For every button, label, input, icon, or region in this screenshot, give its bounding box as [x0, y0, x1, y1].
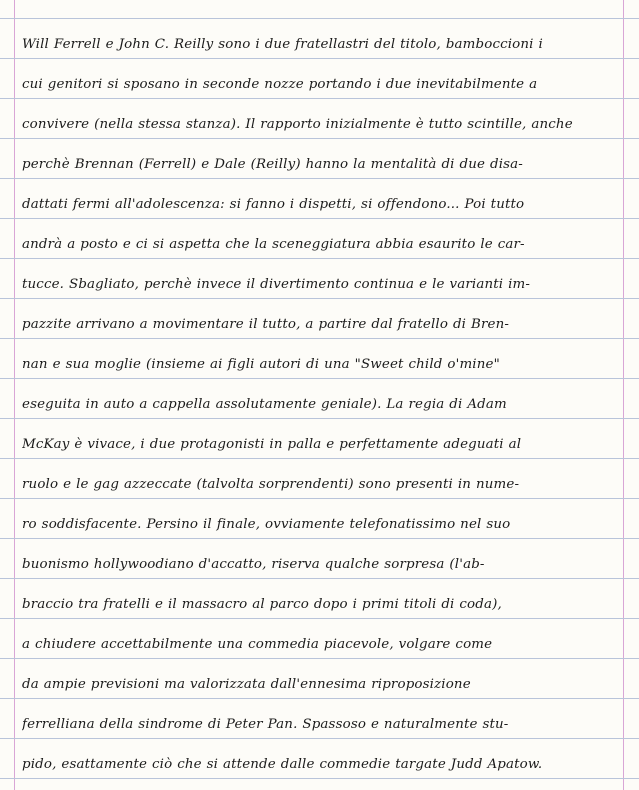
- handwritten-line: ruolo e le gag azzeccate (talvolta sorprendenti) sono presenti in nume-: [22, 477, 520, 492]
- handwritten-line: perchè Brennan (Ferrell) e Dale (Reilly) hanno la mentalità di due disa-: [22, 157, 523, 172]
- handwritten-line: nan e sua moglie (insieme ai figli autori di una "Sweet child o'mine": [22, 357, 500, 372]
- ruled-line: [0, 18, 639, 19]
- handwritten-line: tucce. Sbagliato, perchè invece il divertimento continua e le varianti im-: [22, 277, 531, 292]
- handwritten-line: andrà a posto e ci si aspetta che la sceneggiatura abbia esaurito le car-: [22, 237, 525, 252]
- handwritten-line: McKay è vivace, i due protagonisti in palla e perfettamente adeguati al: [22, 437, 522, 452]
- handwritten-line: da ampie previsioni ma valorizzata dall'ennesima riproposizione: [22, 677, 471, 692]
- handwritten-line: a chiudere accettabilmente una commedia piacevole, volgare come: [22, 637, 493, 652]
- handwritten-line: ro soddisfacente. Persino il finale, ovviamente telefonatissimo nel suo: [22, 517, 511, 532]
- handwritten-line: pazzite arrivano a movimentare il tutto, a partire dal fratello di Bren-: [22, 317, 510, 332]
- right-margin-line: [623, 0, 624, 790]
- handwritten-line: cui genitori si sposano in seconde nozze portando i due inevitabilmente a: [22, 77, 538, 92]
- left-margin-line: [14, 0, 15, 790]
- handwritten-line: eseguita in auto a cappella assolutamente geniale). La regia di Adam: [22, 397, 507, 412]
- handwritten-line: Will Ferrell e John C. Reilly sono i due fratellastri del titolo, bamboccioni i: [22, 37, 543, 52]
- handwritten-line: convivere (nella stessa stanza). Il rapporto inizialmente è tutto scintille, anche: [22, 117, 573, 132]
- handwritten-line: ferrelliana della sindrome di Peter Pan. Spassoso e naturalmente stu-: [22, 717, 509, 732]
- handwritten-line: braccio tra fratelli e il massacro al parco dopo i primi titoli di coda),: [22, 597, 502, 612]
- handwritten-line: buonismo hollywoodiano d'accatto, riserva qualche sorpresa (l'ab-: [22, 557, 485, 572]
- handwritten-line: dattati fermi all'adolescenza: si fanno i dispetti, si offendono... Poi tutto: [22, 197, 525, 212]
- handwritten-line: pido, esattamente ciò che si attende dalle commedie targate Judd Apatow.: [22, 757, 543, 772]
